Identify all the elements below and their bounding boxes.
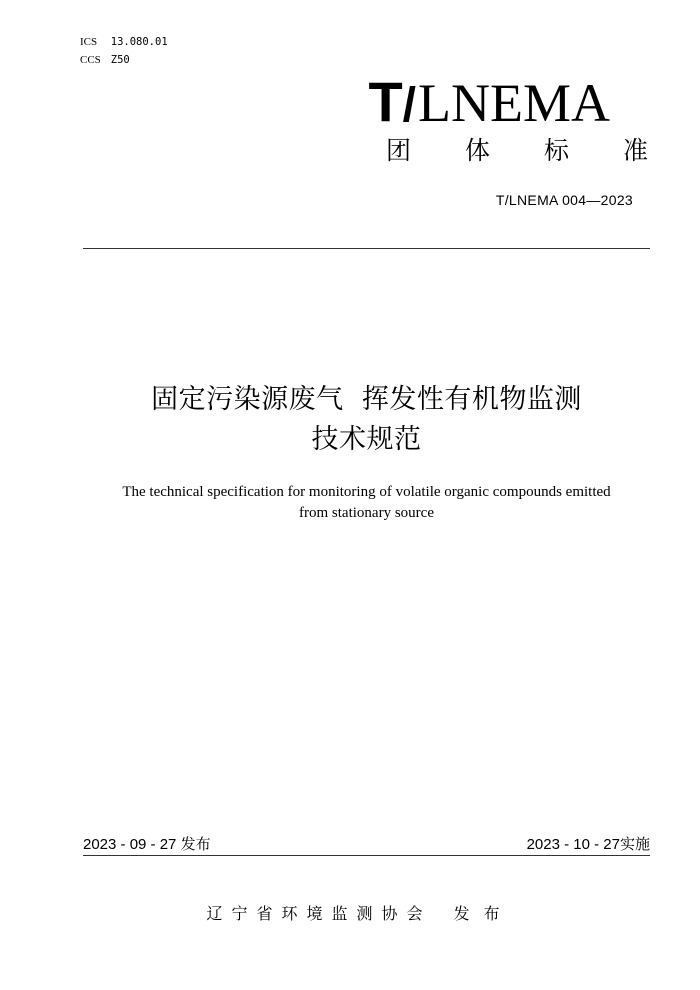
implementation-date-suffix: 实施 — [619, 835, 650, 853]
issue-date — [83, 834, 211, 855]
top-divider — [83, 248, 650, 249]
standard-type-char: 团 — [386, 136, 412, 165]
ccs-classification — [80, 53, 130, 67]
publisher-action: 发布 — [453, 904, 514, 923]
organization-logo — [368, 72, 610, 136]
ccs-code: Z50 — [110, 54, 130, 66]
logo-slash: / — [402, 79, 417, 132]
chinese-title-line: 技术规范 — [311, 424, 422, 455]
english-title-line: The technical specification for monitoring of volatile organic compounds emitted — [122, 484, 611, 500]
english-title-line: from stationary source — [299, 505, 434, 521]
ics-code: 13.080.01 — [110, 36, 168, 48]
issue-date-suffix: 发布 — [180, 835, 211, 853]
english-title — [0, 482, 700, 524]
standard-type-char: 准 — [622, 136, 648, 165]
publisher-line — [0, 902, 700, 926]
implementation-date-value: 2023 - 10 - 27 — [526, 836, 620, 853]
logo-letter-t: T — [368, 70, 403, 133]
publisher-name: 辽宁省环境监测协会 — [206, 904, 432, 923]
chinese-title — [0, 380, 700, 460]
standard-type-heading — [386, 134, 648, 168]
ccs-label: CCS — [80, 54, 101, 66]
standard-type-char: 标 — [543, 136, 569, 165]
issue-date-value: 2023 - 09 - 27 — [83, 836, 177, 853]
ics-classification — [80, 35, 168, 49]
standard-type-char: 体 — [464, 136, 490, 165]
logo-acronym: LNEMA — [418, 73, 610, 133]
standard-number: T/LNEMA 004—2023 — [495, 192, 633, 208]
ics-label: ICS — [80, 36, 98, 48]
bottom-divider — [83, 855, 650, 856]
implementation-date — [527, 834, 650, 855]
chinese-title-line: 固定污染源废气 挥发性有机物监测 — [151, 384, 582, 415]
